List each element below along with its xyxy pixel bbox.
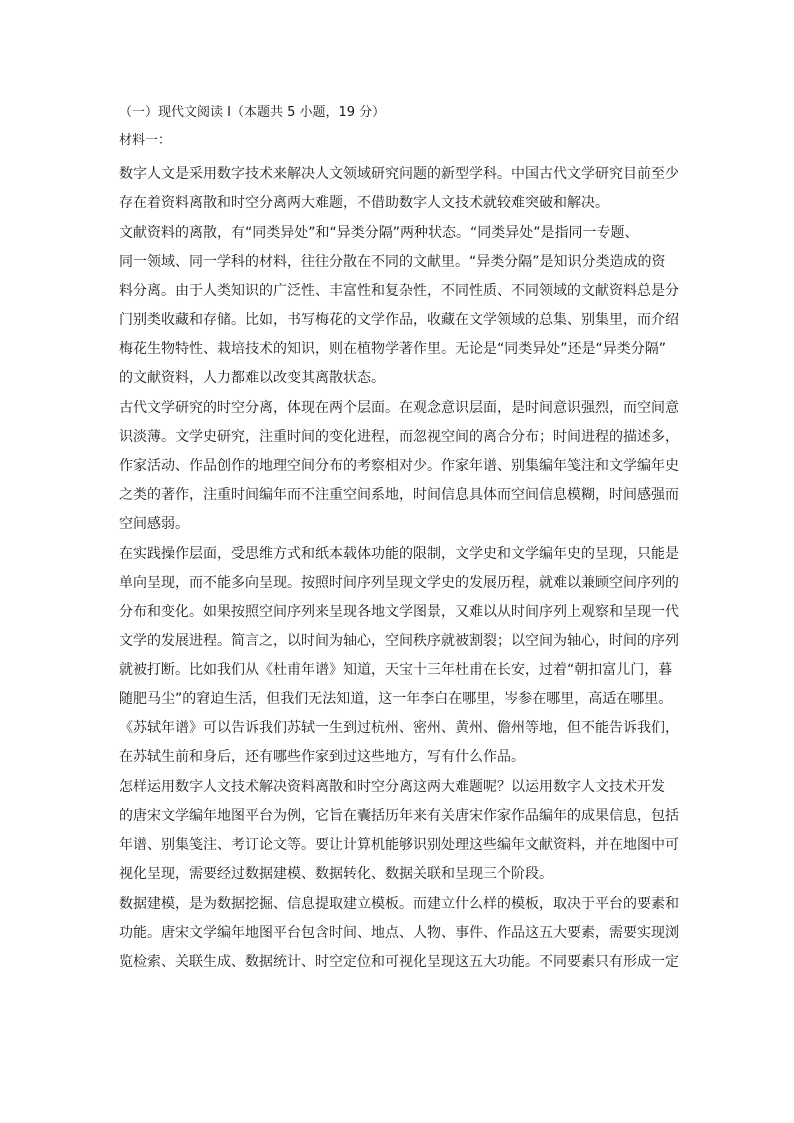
paragraph-4 [119, 540, 677, 772]
text-line: 年谱、别集笺注、考订论文等。要让计算机能够识别处理这些编年文献资料，并在地图中可 [119, 837, 679, 853]
text-line: 古代文学研究的时空分离，体现在两个层面。在观念意识层面，是时间意识强烈，而空间意 [119, 400, 679, 416]
text-line: 功能。唐宋文学编年地图平台包含时间、地点、人物、事件、作品这五大要素，需要实现浏 [119, 925, 679, 941]
text-line: 的文献资料，人力都难以改变其离散状态。 [119, 370, 385, 386]
text-line: 览检索、关联生成、数据统计、时空定位和可视化呈现这五大功能。不同要素只有形成一定 [119, 954, 679, 970]
text-line: 作家活动、作品创作的地理空间分布的考察相对少。作家年谱、别集编年笺注和文学编年史 [119, 458, 679, 474]
text-line: 空间感弱。 [119, 516, 189, 532]
text-line: 料分离。由于人类知识的广泛性、丰富性和复杂性，不同性质、不同领域的文献资料总是分 [119, 283, 679, 299]
text-line: 怎样运用数字人文技术解决资料离散和时空分离这两大难题呢？以运用数字人文技术开发 [119, 779, 665, 795]
paragraph-3 [119, 394, 677, 539]
text-line: 门别类收藏和存储。比如，书写梅花的文学作品，收藏在文学领域的总集、别集里，而介绍 [119, 312, 679, 328]
paragraph-6 [119, 890, 677, 977]
text-line: 随肥马尘”的窘迫生活，但我们无法知道，这一年李白在哪里，岑参在哪里，高适在哪里。 [119, 691, 673, 707]
text-line: 文献资料的离散，有“同类异处”和“异类分隔”两种状态。“同类异处”是指同一专题、 [119, 225, 639, 241]
text-line: 分布和变化。如果按照空间序列来呈现各地文学图景，又难以从时间序列上观察和呈现一代 [119, 604, 679, 620]
section-title: （一）现代文阅读 I（本题共 5 小题，19 分） [119, 105, 386, 120]
material-label: 材料一： [119, 133, 172, 148]
document-body [119, 103, 677, 978]
text-line: 梅花生物特性、栽培技术的知识，则在植物学著作里。无论是“同类异处”还是“异类分隔” [119, 341, 667, 357]
text-line: 就被打断。比如我们从《杜甫年谱》知道，天宝十三年杜甫在长安，过着“朝扣富儿门，暮 [119, 662, 673, 678]
text-line: 数据建模，是为数据挖掘、信息提取建立模板。而建立什么样的模板，取决于平台的要素和 [119, 896, 679, 912]
text-line: 在实践操作层面，受思维方式和纸本载体功能的限制，文学史和文学编年史的呈现，只能是 [119, 546, 679, 562]
text-line: 存在着资料离散和时空分离两大难题，不借助数字人文技术就较难突破和解决。 [119, 195, 609, 211]
text-line: 视化呈现，需要经过数据建模、数据转化、数据关联和呈现三个阶段。 [119, 866, 553, 882]
text-line: 《苏轼年谱》可以告诉我们苏轼一生到过杭州、密州、黄州、儋州等地，但不能告诉我们， [119, 720, 679, 736]
paragraph-2 [119, 219, 677, 393]
text-line: 之类的著作，注重时间编年而不注重空间系地，时间信息具体而空间信息模糊，时间感强而 [119, 487, 679, 503]
text-line: 单向呈现，而不能多向呈现。按照时间序列呈现文学史的发展历程，就难以兼顾空间序列的 [119, 575, 679, 591]
text-line: 的唐宋文学编年地图平台为例，它旨在囊括历年来有关唐宋作家作品编年的成果信息，包括 [119, 808, 679, 824]
text-line: 数字人文是采用数字技术来解决人文领域研究问题的新型学科。中国古代文学研究目前至少 [119, 166, 679, 182]
text-line: 在苏轼生前和身后，还有哪些作家到过这些地方，写有什么作品。 [119, 749, 525, 765]
text-line: 文学的发展进程。简言之，以时间为轴心，空间秩序就被割裂；以空间为轴心，时间的序列 [119, 633, 679, 649]
text-line: 识淡薄。文学史研究，注重时间的变化进程，而忽视空间的离合分布；时间进程的描述多， [119, 429, 679, 445]
text-line: 同一领域、同一学科的材料，往往分散在不同的文献里。“异类分隔”是知识分类造成的资 [119, 254, 666, 270]
paragraph-1 [119, 160, 677, 218]
paragraph-5 [119, 773, 677, 889]
